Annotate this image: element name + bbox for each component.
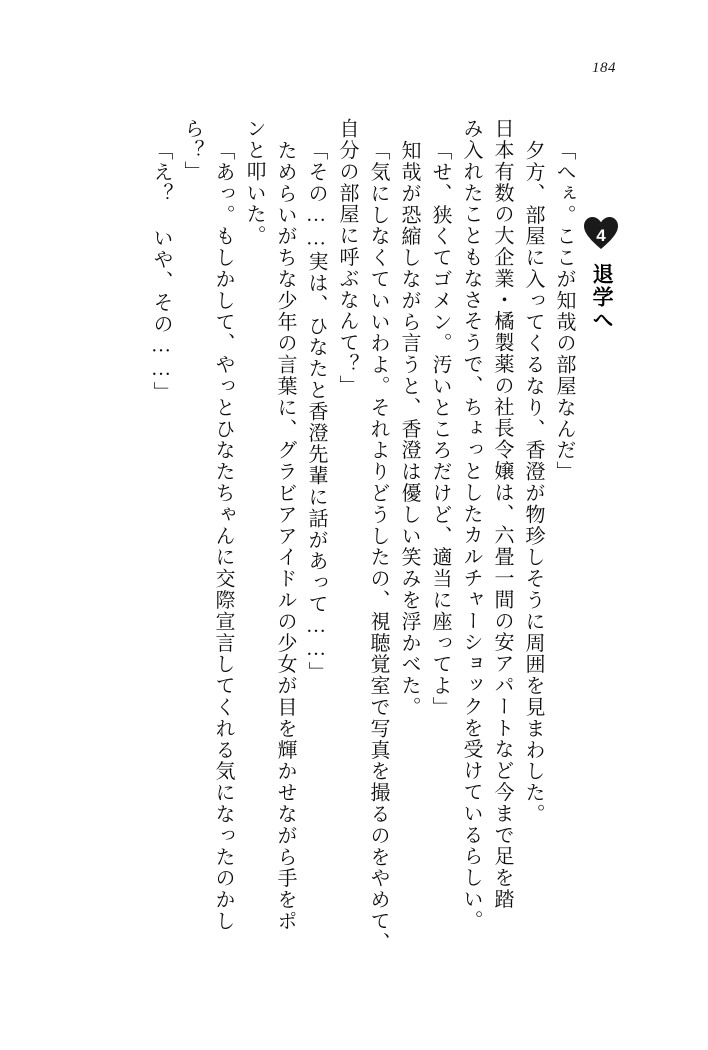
body-text [60,118,648,988]
heading-spacer [574,118,648,128]
text-column: 「気にしなくていいわよ。それよりどうしたの、視聴覚室で写真を撮るのをやめて、 [367,140,389,954]
text-column: 「へぇ。ここが知哉の部屋なんだ」 [553,140,575,483]
text-column: ためらいがちな少年の言葉に、グラビアアイドルの少女が目を輝かせながら手をポ [274,140,296,932]
chapter-number: 4 [596,225,606,245]
text-column: 自分の部屋に呼ぶなんて？」 [336,118,358,397]
text-column: 「あっ。もしかして、やっとひなたちゃんに交際宣言してくれる気になったのかし [212,140,234,932]
chapter-title: 退学へ [590,263,614,332]
text-column: ら？」 [181,118,203,183]
text-column: み入れたこともなさそうで、ちょっとしたカルチャーショックを受けているらしい。 [460,118,482,932]
text-column: 日本有数の大企業・橘製薬の社長令嬢は、六畳一間の安アパートなど今まで足を踏 [491,118,513,910]
text-column: 知哉が恐縮しながら言うと、香澄は優しい笑みを浮かべた。 [398,140,420,718]
text-column: 「その……実は、ひなたと香澄先輩に話があって……」 [305,140,327,683]
text-column: 「え？ いや、その……」 [150,140,172,403]
text-column: 「せ、狭くてゴメン。汚いところだけど、適当に座ってよ」 [429,140,451,718]
page-number: 184 [592,60,616,76]
text-column: ンと叩いた。 [243,118,265,247]
text-column: 夕方、部屋に入ってくるなり、香澄が物珍しそうに周囲を見まわした。 [522,140,544,825]
